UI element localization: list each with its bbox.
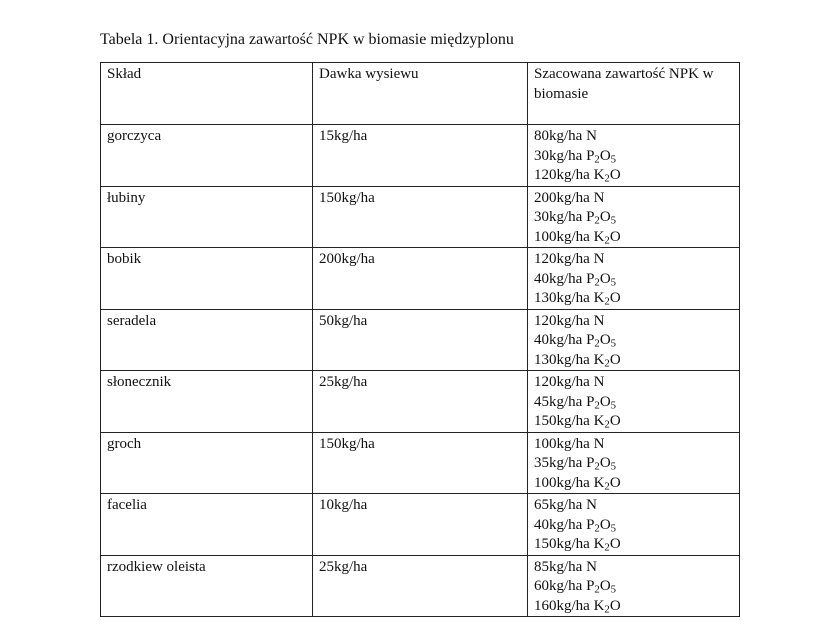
cell-dawka: 15kg/ha xyxy=(313,125,528,187)
oxygen-symbol: O xyxy=(609,167,621,183)
table-row xyxy=(101,186,740,248)
npk-k-text: 150kg/ha K xyxy=(534,536,605,552)
npk-p-text: 40kg/ha P xyxy=(534,270,595,287)
cell-npk xyxy=(528,555,740,617)
subscript-5: 5 xyxy=(610,522,617,535)
npk-p-value xyxy=(534,516,733,536)
cell-sklad: gorczyca xyxy=(101,125,313,187)
npk-k-text: 150kg/ha K xyxy=(534,413,605,429)
cell-dawka: 25kg/ha xyxy=(313,371,528,433)
table-row xyxy=(101,555,740,617)
header-dawka: Dawka wysiewu xyxy=(313,63,528,125)
subscript-2: 2 xyxy=(604,541,610,554)
npk-n-value: 120kg/ha N xyxy=(534,374,605,390)
table-row xyxy=(101,494,740,556)
subscript-2: 2 xyxy=(594,276,600,289)
npk-p-text: 30kg/ha P xyxy=(534,147,595,164)
cell-npk xyxy=(528,186,740,248)
npk-k-text: 100kg/ha K xyxy=(534,228,605,245)
npk-k-value xyxy=(534,412,733,432)
cell-dawka: 150kg/ha xyxy=(313,432,528,494)
cell-sklad: facelia xyxy=(101,494,313,556)
npk-n-value: 120kg/ha N xyxy=(534,251,605,267)
subscript-2: 2 xyxy=(604,172,610,185)
cell-dawka: 200kg/ha xyxy=(313,248,528,310)
npk-table xyxy=(100,62,740,617)
npk-k-value xyxy=(534,597,733,617)
oxygen-symbol: O xyxy=(599,578,611,594)
oxygen-symbol: O xyxy=(609,474,621,491)
cell-sklad: łubiny xyxy=(101,186,313,248)
subscript-2: 2 xyxy=(594,583,600,596)
cell-npk xyxy=(528,371,740,433)
npk-k-value xyxy=(534,474,733,494)
npk-k-value xyxy=(534,228,733,248)
cell-npk xyxy=(528,494,740,556)
npk-p-value xyxy=(534,577,733,597)
subscript-2: 2 xyxy=(604,234,610,247)
subscript-2: 2 xyxy=(604,603,610,616)
subscript-2: 2 xyxy=(594,337,600,350)
subscript-2: 2 xyxy=(594,214,600,227)
npk-p-text: 30kg/ha P xyxy=(534,209,595,225)
cell-dawka: 25kg/ha xyxy=(313,555,528,617)
npk-p-value xyxy=(534,147,733,167)
npk-p-text: 45kg/ha P xyxy=(534,393,595,410)
subscript-5: 5 xyxy=(610,153,617,166)
npk-p-value xyxy=(534,393,733,413)
cell-npk xyxy=(528,432,740,494)
header-npk: Szacowana zawartość NPK w biomasie xyxy=(528,63,740,125)
cell-sklad: słonecznik xyxy=(101,371,313,433)
subscript-5: 5 xyxy=(610,214,617,227)
npk-n-value: 80kg/ha N xyxy=(534,128,597,144)
cell-npk xyxy=(528,125,740,187)
oxygen-symbol: O xyxy=(609,290,621,306)
npk-k-value xyxy=(534,166,733,186)
npk-k-value xyxy=(534,351,733,371)
cell-npk xyxy=(528,309,740,371)
npk-k-text: 130kg/ha K xyxy=(534,351,605,368)
table-row xyxy=(101,248,740,310)
header-sklad: Skład xyxy=(101,63,313,125)
npk-n-value: 120kg/ha N xyxy=(534,312,605,329)
oxygen-symbol: O xyxy=(599,455,611,471)
cell-dawka: 150kg/ha xyxy=(313,186,528,248)
subscript-5: 5 xyxy=(610,337,617,350)
oxygen-symbol: O xyxy=(599,209,611,225)
npk-p-text: 60kg/ha P xyxy=(534,578,595,594)
cell-dawka: 50kg/ha xyxy=(313,309,528,371)
subscript-2: 2 xyxy=(604,418,610,431)
oxygen-symbol: O xyxy=(599,147,611,164)
npk-p-text: 40kg/ha P xyxy=(534,332,595,348)
subscript-5: 5 xyxy=(610,583,617,596)
cell-sklad: bobik xyxy=(101,248,313,310)
cell-dawka: 10kg/ha xyxy=(313,494,528,556)
npk-k-text: 130kg/ha K xyxy=(534,290,605,306)
cell-sklad: seradela xyxy=(101,309,313,371)
cell-sklad: rzodkiew oleista xyxy=(101,555,313,617)
oxygen-symbol: O xyxy=(599,393,611,410)
npk-p-value xyxy=(534,270,733,290)
table-row xyxy=(101,309,740,371)
table-row xyxy=(101,371,740,433)
npk-n-value: 85kg/ha N xyxy=(534,558,597,575)
npk-k-value xyxy=(534,289,733,309)
npk-p-value xyxy=(534,208,733,228)
oxygen-symbol: O xyxy=(609,597,621,614)
cell-npk xyxy=(528,248,740,310)
npk-p-value xyxy=(534,331,733,351)
oxygen-symbol: O xyxy=(599,270,611,287)
subscript-2: 2 xyxy=(604,295,610,308)
npk-n-value: 100kg/ha N xyxy=(534,435,605,452)
npk-k-text: 120kg/ha K xyxy=(534,167,605,183)
npk-k-text: 160kg/ha K xyxy=(534,597,605,614)
npk-p-text: 35kg/ha P xyxy=(534,455,595,471)
npk-n-value: 200kg/ha N xyxy=(534,189,605,206)
oxygen-symbol: O xyxy=(609,228,621,245)
oxygen-symbol: O xyxy=(599,332,611,348)
subscript-2: 2 xyxy=(594,399,600,412)
subscript-2: 2 xyxy=(594,522,600,535)
subscript-2: 2 xyxy=(594,153,600,166)
npk-p-value xyxy=(534,454,733,474)
oxygen-symbol: O xyxy=(609,536,621,552)
npk-n-value: 65kg/ha N xyxy=(534,497,597,513)
table-caption: Tabela 1. Orientacyjna zawartość NPK w biomasie międzyplonu xyxy=(100,31,514,48)
oxygen-symbol: O xyxy=(609,413,621,429)
table-row xyxy=(101,432,740,494)
subscript-5: 5 xyxy=(610,399,617,412)
table-header-row xyxy=(101,63,740,125)
cell-sklad: groch xyxy=(101,432,313,494)
table-row xyxy=(101,125,740,187)
npk-p-text: 40kg/ha P xyxy=(534,516,595,533)
subscript-2: 2 xyxy=(604,357,610,370)
npk-k-value xyxy=(534,535,733,555)
oxygen-symbol: O xyxy=(609,351,621,368)
oxygen-symbol: O xyxy=(599,516,611,533)
subscript-2: 2 xyxy=(594,460,600,473)
subscript-2: 2 xyxy=(604,480,610,493)
subscript-5: 5 xyxy=(610,460,617,473)
subscript-5: 5 xyxy=(610,276,617,289)
npk-k-text: 100kg/ha K xyxy=(534,474,605,491)
